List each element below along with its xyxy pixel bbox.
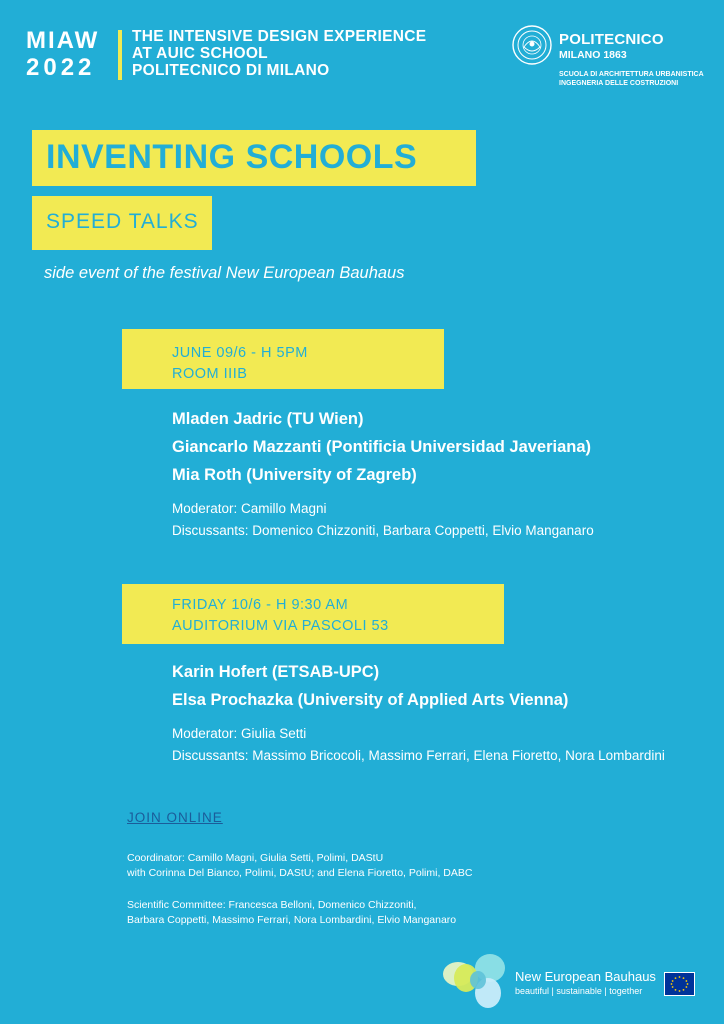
institution-school-line: SCUOLA DI ARCHITETTURA URBANISTICA [559,71,704,78]
event-room: ROOM IIIB [172,366,248,382]
page-subtitle: SPEED TALKS [46,210,199,233]
header-line: AT AUIC SCHOOL [132,45,268,62]
speaker: Elsa Prochazka (University of Applied Arts Vienna) [172,691,569,709]
event-roles [172,723,665,767]
event-speakers [172,658,568,714]
coordinators [127,851,472,881]
institution-year: MILANO 1863 [559,49,627,61]
header-line: POLITECNICO DI MILANO [132,62,330,79]
tagline: side event of the festival New European Bauhaus [44,264,405,282]
event-discussants: Discussants: Domenico Chizzoniti, Barbara Coppetti, Elvio Manganaro [172,523,594,538]
speaker: Mia Roth (University of Zagreb) [172,466,417,484]
header-line: THE INTENSIVE DESIGN EXPERIENCE [132,28,427,45]
institution-school [559,70,704,88]
eu-flag-icon [664,972,695,996]
speaker: Karin Hofert (ETSAB-UPC) [172,663,380,681]
event-date: JUNE 09/6 - H 5PM [172,345,308,361]
event-discussants: Discussants: Massimo Bricocoli, Massimo Ferrari, Elena Fioretto, Nora Lombardini [172,748,665,763]
event-speakers [172,405,591,489]
miaw-brand [26,28,114,82]
join-online-link[interactable]: JOIN ONLINE [127,810,223,825]
miaw-brand-line1: MIAW [26,27,100,54]
politecnico-seal-icon [512,25,552,65]
event-roles [172,498,594,542]
page-title: INVENTING SCHOOLS [46,138,418,176]
header-description [132,28,426,79]
committee-line: Barbara Coppetti, Massimo Ferrari, Nora Lombardini, Elvio Manganaro [127,914,457,926]
event-date-block [172,343,308,385]
committee-line: Scientific Committee: Francesca Belloni, Domenico Chizzoniti, [127,899,417,911]
new-european-bauhaus-logo-icon [440,948,514,1014]
speaker: Mladen Jadric (TU Wien) [172,410,364,428]
neb-logo-tagline: beautiful | sustainable | together [515,986,643,996]
institution-name: POLITECNICO [559,31,664,48]
speaker: Giancarlo Mazzanti (Pontificia Universidad Javeriana) [172,438,592,456]
institution-school-line: INGEGNERIA DELLE COSTRUZIONI [559,80,679,87]
event-moderator: Moderator: Giulia Setti [172,726,307,741]
event-moderator: Moderator: Camillo Magni [172,501,327,516]
scientific-committee [127,898,456,928]
event-room: AUDITORIUM VIA PASCOLI 53 [172,618,389,634]
coordinator-line: with Corinna Del Bianco, Polimi, DAStU; and Elena Fioretto, Polimi, DABC [127,867,473,879]
event-date-block [172,595,389,637]
event-date: FRIDAY 10/6 - H 9:30 AM [172,597,349,613]
miaw-brand-line2: 2022 [26,54,96,81]
neb-logo-title: New European Bauhaus [515,969,656,984]
coordinator-line: Coordinator: Camillo Magni, Giulia Setti, Polimi, DAStU [127,852,384,864]
header-divider [118,30,122,80]
